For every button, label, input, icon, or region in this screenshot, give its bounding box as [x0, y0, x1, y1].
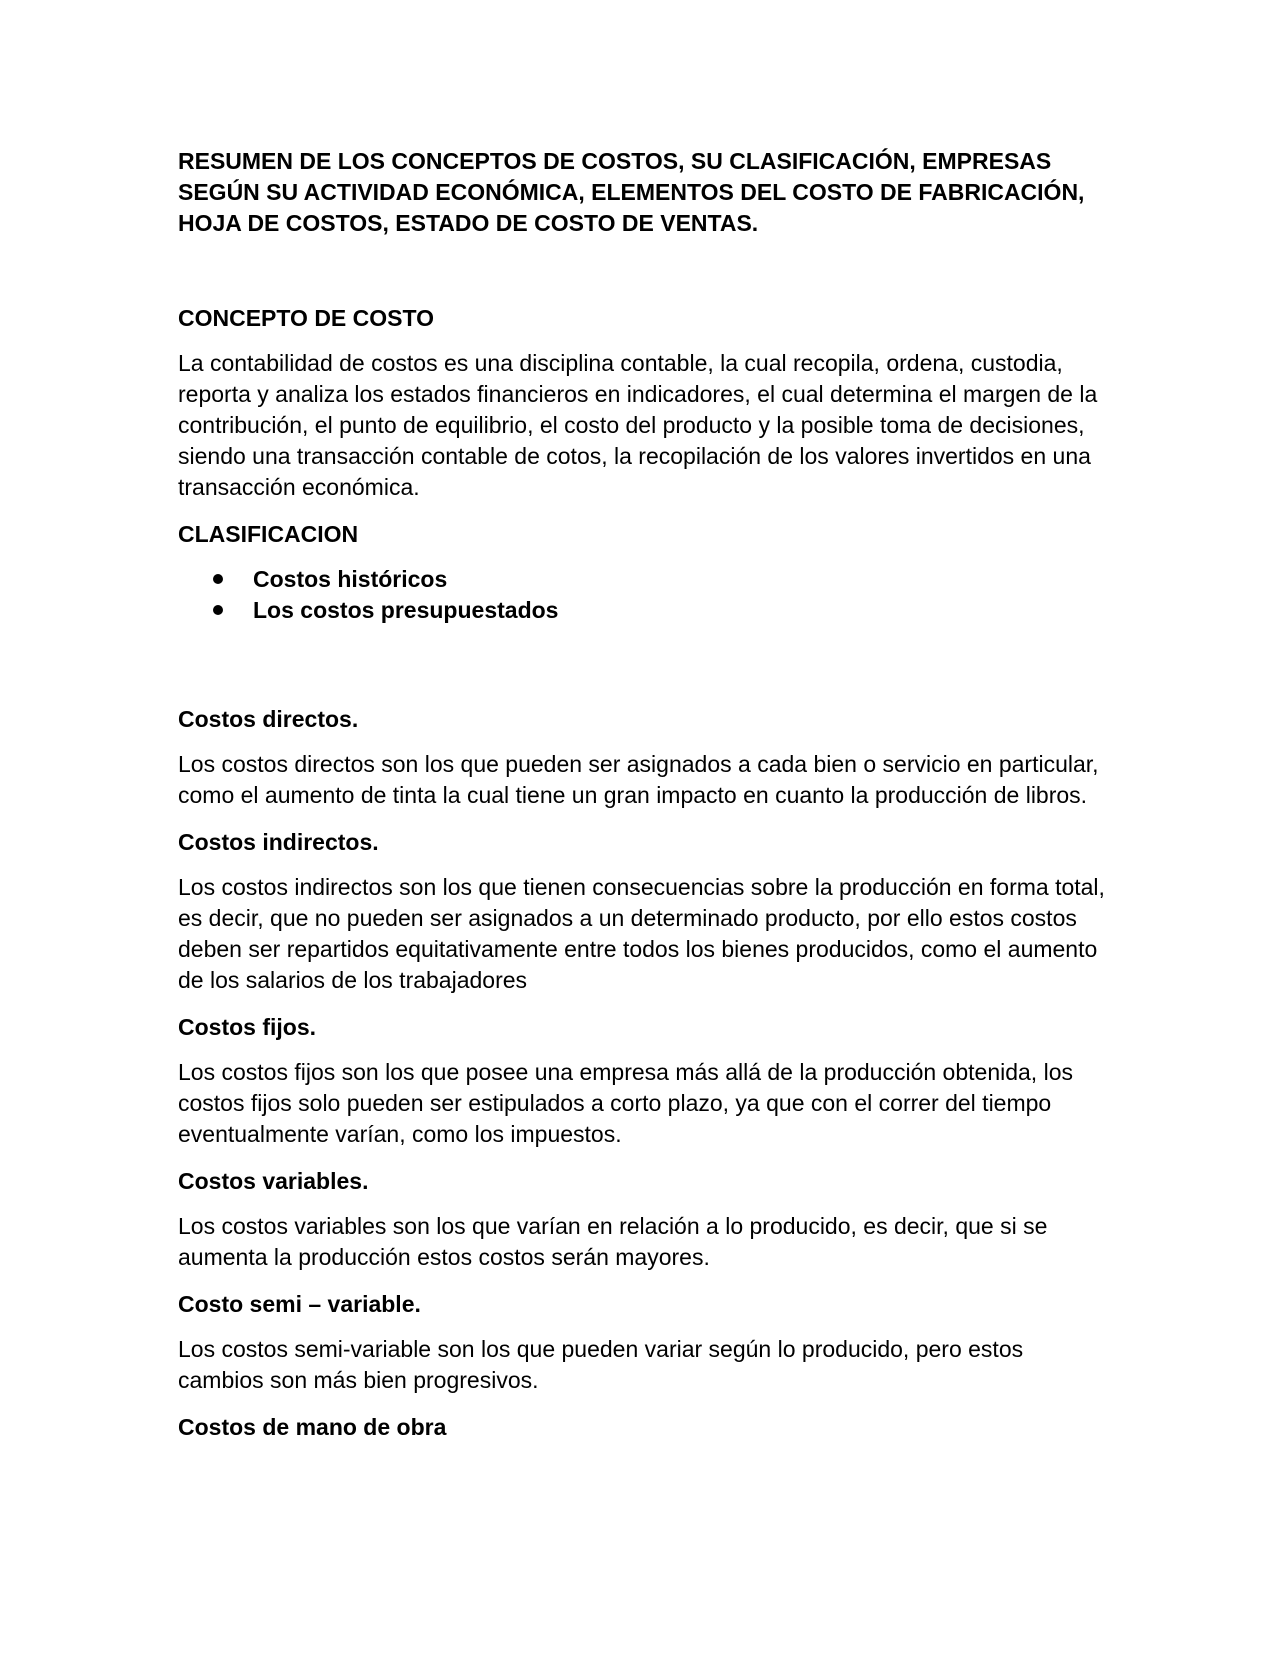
clasificacion-list	[178, 564, 1108, 626]
section-heading-costos-variables: Costos variables.	[178, 1168, 369, 1194]
bullet-icon	[213, 574, 223, 584]
document-content	[178, 146, 1108, 1457]
list-item	[178, 564, 1108, 595]
section-text-costos-variables: Los costos variables son los que varían en relación a lo producido, es decir, que si se aumenta la producción estos costos serán mayores.	[178, 1213, 1048, 1270]
section-heading-costos-mano-obra: Costos de mano de obra	[178, 1414, 447, 1440]
section-text-costos-fijos: Los costos fijos son los que posee una empresa más allá de la producción obtenida, los costos fijos solo pueden ser estipulados a corto plazo, ya que con el correr del tiempo eventualmente varían, como los impuestos.	[178, 1059, 1073, 1147]
section-text-costos-directos: Los costos directos son los que pueden ser asignados a cada bien o servicio en particular, como el aumento de tinta la cual tiene un gran impacto en cuanto la producción de libros.	[178, 751, 1099, 808]
section-heading-costos-fijos: Costos fijos.	[178, 1014, 317, 1040]
document-title: RESUMEN DE LOS CONCEPTOS DE COSTOS, SU CLASIFICACIÓN, EMPRESAS SEGÚN SU ACTIVIDAD ECONÓMICA, ELEMENTOS DEL COSTO DE FABRICACIÓN, HOJA DE COSTOS, ESTADO DE COSTO DE VENTAS.	[178, 148, 1085, 236]
section-heading-costo-semi-variable: Costo semi – variable.	[178, 1291, 421, 1317]
section-heading-costos-indirectos: Costos indirectos.	[178, 829, 379, 855]
title-spacer	[178, 239, 1108, 303]
list-item-label: Los costos presupuestados	[253, 597, 559, 623]
list-spacer	[178, 626, 1108, 704]
section-heading-costos-directos: Costos directos.	[178, 706, 359, 732]
list-item-label: Costos históricos	[253, 566, 448, 592]
section-heading-clasificacion: CLASIFICACION	[178, 521, 359, 547]
section-heading-concepto: CONCEPTO DE COSTO	[178, 305, 435, 331]
section-text-costo-semi-variable: Los costos semi-variable son los que pueden variar según lo producido, pero estos cambios son más bien progresivos.	[178, 1336, 1024, 1393]
section-text-concepto: La contabilidad de costos es una disciplina contable, la cual recopila, ordena, custodia, reporta y analiza los estados financieros en indicadores, el cual determina el margen de la contribución, el punto de equilibrio, el costo del producto y la posible toma de decisiones, siendo una transacción contable de cotos, la recopilación de los valores invertidos en una transacción económica.	[178, 350, 1098, 500]
section-text-costos-indirectos: Los costos indirectos son los que tienen consecuencias sobre la producción en forma total, es decir, que no pueden ser asignados a un determinado producto, por ello estos costos deben ser repartidos equitativamente entre todos los bienes producidos, como el aumento de los salarios de los trabajadores	[178, 874, 1105, 993]
list-item	[178, 595, 1108, 626]
bullet-icon	[213, 605, 223, 615]
